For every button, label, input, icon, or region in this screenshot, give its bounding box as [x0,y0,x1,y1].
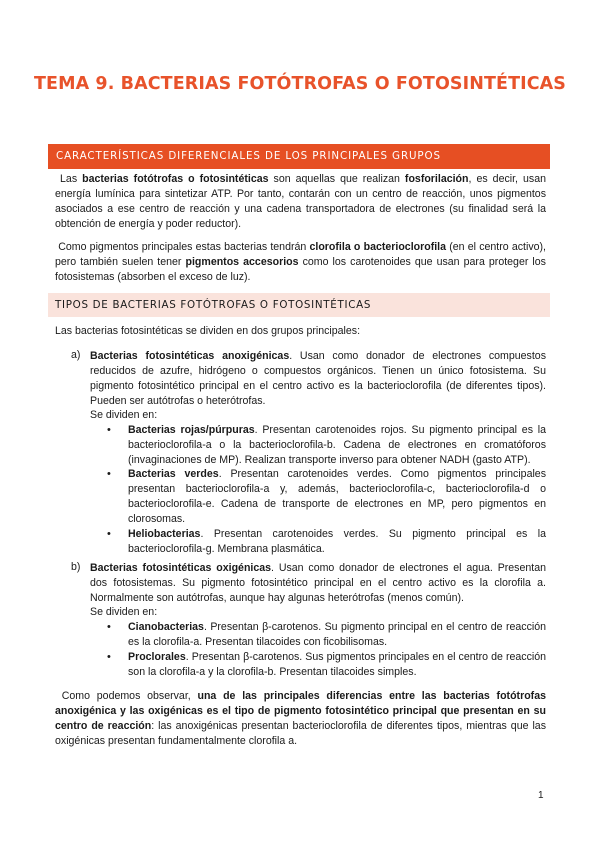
text-run: Las [60,173,83,185]
text-run: . Presentan β-carotenos. Su pigmento principal en el centro de reacción es la clorofila-a. Presentan tilacoides con ficobilisomas. [128,621,546,648]
paragraph-pigments [55,240,546,285]
page-number: 1 [538,790,544,801]
list-item-cyanobacteria [128,620,546,650]
paragraph-definition [55,172,546,232]
bold-term: pigmentos accesorios [185,255,299,268]
list-item-green-bacteria [128,467,546,527]
text-run: . Usan como donador de electrones el agua. Presentan dos fotosistemas. Su pigmento fotosintético principal en el centro activo es la clorofila a. Normalmente son autótrofas, aunque hay algunas heterótrofas (menos común). [90,562,546,604]
list-marker-b: b) [71,561,81,573]
text-run: . Presentan carotenoides verdes. Como pigmentos principales presentan bacterioclorofila-a y, además, bacterioclorofila-c, bacterioclorofila-d o bacterioclorofila-e. Cadena de transporte de electrones en MP, pero pigmentos en clorosomas. [128,468,546,525]
list-marker-a: a) [71,349,81,361]
text-run: . Presentan carotenoides verdes. Su pigmento principal es la bacterioclorofila-g. Membrana plasmática. [128,528,546,555]
bold-term: clorofila o bacterioclorofila [309,241,447,253]
text-run: Como podemos observar, [61,690,198,702]
text-run: Como pigmentos principales estas bacterias tendrán [58,241,310,253]
text-run: son aquellas que realizan [268,173,405,185]
divide-label: Se dividen en: [90,409,158,421]
bold-term: Proclorales [128,651,186,663]
bold-term: Bacterias rojas/púrpuras [128,424,255,436]
bold-term: bacterias fotótrofas o fotosintéticas [82,173,269,185]
text-run: . Usan como donador de electrones compuestos reducidos de azufre, hidrógeno o compuestos orgánicos. Tienen un único fotosistema. Su pigmento fotosintético principal en el centro activo es la bacterioclorofila (de diferentes tipos). Pueden ser autótrofas o heterótrofas. [90,350,546,407]
list-item-prochlorales [128,650,546,680]
section-heading-characteristics: CARACTERÍSTICAS DIFERENCIALES DE LOS PRINCIPALES GRUPOS [48,144,550,169]
list-item-oxygenic [90,561,546,606]
page-title: TEMA 9. BACTERIAS FOTÓTROFAS O FOTOSINTÉTICAS [33,74,567,94]
bold-term: Bacterias fotosintéticas oxigénicas [90,562,272,574]
bold-term: fosforilación [404,173,469,185]
bullet-icon: • [107,468,111,480]
bold-term: Heliobacterias [128,528,201,540]
text-run: (en el centro activo), pero también suelen tener [55,241,546,268]
paragraph-intro: Las bacterias fotosintéticas se dividen en dos grupos principales: [55,325,361,337]
bold-term: Cianobacterias [128,621,204,633]
bullet-icon: • [107,651,111,663]
text-run: . Presentan carotenoides rojos. Su pigmento principal es la bacterioclorofila-a o la bacterioclorofila-b. Cadena de electrones en cromatóforos (invaginaciones de MP). Realizan transporte inverso para obtener NADH (gasto ATP). [128,424,546,466]
bold-term: Bacterias verdes [128,468,219,480]
bold-term: Bacterias fotosintéticas anoxigénicas [90,350,290,362]
list-item-heliobacteria [128,527,546,557]
section-heading-types: TIPOS DE BACTERIAS FOTÓTROFAS O FOTOSINTÉTICAS [48,293,550,317]
text-run: : las anoxigénicas presentan bacterioclorofila de diferentes tipos, mientras que las oxigénicas presentan fundamentalmente clorofila a. [55,719,546,747]
bullet-icon: • [107,621,111,633]
divide-label: Se dividen en: [90,606,158,618]
bullet-icon: • [107,528,111,540]
bullet-icon: • [107,424,111,436]
list-item-anoxygenic [90,349,546,409]
text-run: . Presentan β-carotenos. Sus pigmentos principales en el centro de reacción son la clorofila-a y la clorofila-b. Presentan tilacoides simples. [128,651,546,678]
list-item-purple-bacteria [128,423,546,468]
text-run: , es decir, usan energía lumínica para sintetizar ATP. Por tanto, contarán con un centro de reacción, unos pigmentos asociados a ese centro de reacción y una cadena transportadora de electrones (su finalidad será la obtención de energía y poder reductor). [55,173,546,230]
text-run: como los carotenoides que usan para proteger los fotosistemas (absorben el exceso de luz). [55,255,546,283]
bold-term: una de las principales diferencias entre las bacterias fotótrofas anoxigénica y las oxigénicas es el tipo de pigmento fotosintético principal que presentan en su centro de reacción [55,690,546,732]
paragraph-conclusion [55,689,546,749]
